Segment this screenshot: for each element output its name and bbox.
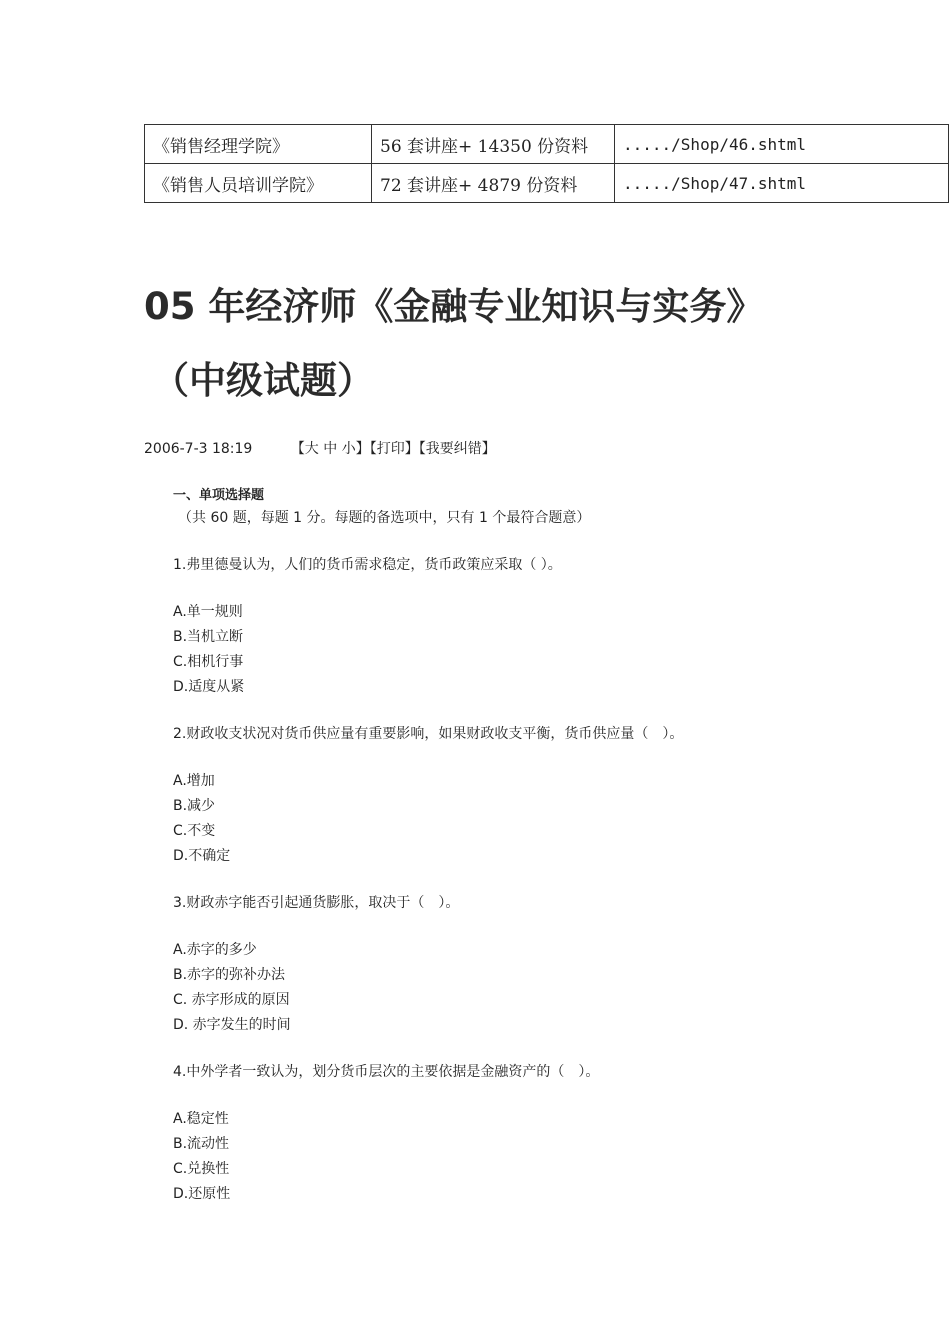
option-item: C.兑换性 bbox=[173, 1161, 230, 1177]
exam-content bbox=[173, 486, 933, 1207]
option-item: A.单一规则 bbox=[173, 604, 243, 620]
option-item: B.赤字的弥补办法 bbox=[173, 967, 286, 983]
question-block bbox=[173, 722, 933, 869]
page-title bbox=[144, 270, 924, 418]
question-text: 3.财政赤字能否引起通货膨胀，取决于（ ）。 bbox=[173, 895, 460, 911]
course-name-cell: 《销售经理学院》 bbox=[145, 125, 372, 164]
option-list bbox=[173, 600, 933, 700]
course-content-cell: 72 套讲座+ 4879 份资料 bbox=[372, 164, 615, 203]
course-link-cell[interactable]: ...../Shop/47.shtml bbox=[615, 164, 949, 203]
article-tools[interactable]: 【大 中 小】【打印】【我要纠错】 bbox=[290, 441, 496, 457]
option-item: D.适度从紧 bbox=[173, 679, 245, 695]
option-item: A.稳定性 bbox=[173, 1111, 229, 1127]
question-block bbox=[173, 1060, 933, 1207]
table-row bbox=[145, 164, 949, 203]
table-row bbox=[145, 125, 949, 164]
option-list bbox=[173, 1107, 933, 1207]
title-line-2: （中级试题） bbox=[152, 359, 374, 402]
resource-table bbox=[144, 124, 949, 203]
question-text: 1.弗里德曼认为，人们的货币需求稳定，货币政策应采取（ ）。 bbox=[173, 557, 562, 573]
option-item: B.当机立断 bbox=[173, 629, 244, 645]
course-content-cell: 56 套讲座+ 14350 份资料 bbox=[372, 125, 615, 164]
question-text: 4.中外学者一致认为，划分货币层次的主要依据是金融资产的（ ）。 bbox=[173, 1064, 600, 1080]
course-link-cell[interactable]: ...../Shop/46.shtml bbox=[615, 125, 949, 164]
option-item: B.流动性 bbox=[173, 1136, 230, 1152]
section-note: （共 60 题，每题 1 分。每题的备选项中，只有 1 个最符合题意） bbox=[178, 510, 591, 526]
option-item: D. 赤字发生的时间 bbox=[173, 1017, 291, 1033]
course-name-cell: 《销售人员培训学院》 bbox=[145, 164, 372, 203]
option-item: D.还原性 bbox=[173, 1186, 231, 1202]
question-block bbox=[173, 553, 933, 700]
option-item: B.减少 bbox=[173, 798, 216, 814]
question-text: 2.财政收支状况对货币供应量有重要影响，如果财政收支平衡，货币供应量（ ）。 bbox=[173, 726, 684, 742]
question-block bbox=[173, 891, 933, 1038]
option-list bbox=[173, 938, 933, 1038]
title-line-1: 05 年经济师《金融专业知识与实务》 bbox=[144, 285, 764, 328]
option-item: D.不确定 bbox=[173, 848, 231, 864]
option-list bbox=[173, 769, 933, 869]
option-item: A.增加 bbox=[173, 773, 215, 789]
section-heading: 一、单项选择题 bbox=[173, 488, 265, 503]
option-item: C.不变 bbox=[173, 823, 216, 839]
option-item: C.相机行事 bbox=[173, 654, 244, 670]
option-item: A.赤字的多少 bbox=[173, 942, 257, 958]
option-item: C. 赤字形成的原因 bbox=[173, 992, 290, 1008]
publish-date: 2006-7-3 18:19 bbox=[144, 441, 253, 457]
article-meta bbox=[144, 438, 496, 458]
